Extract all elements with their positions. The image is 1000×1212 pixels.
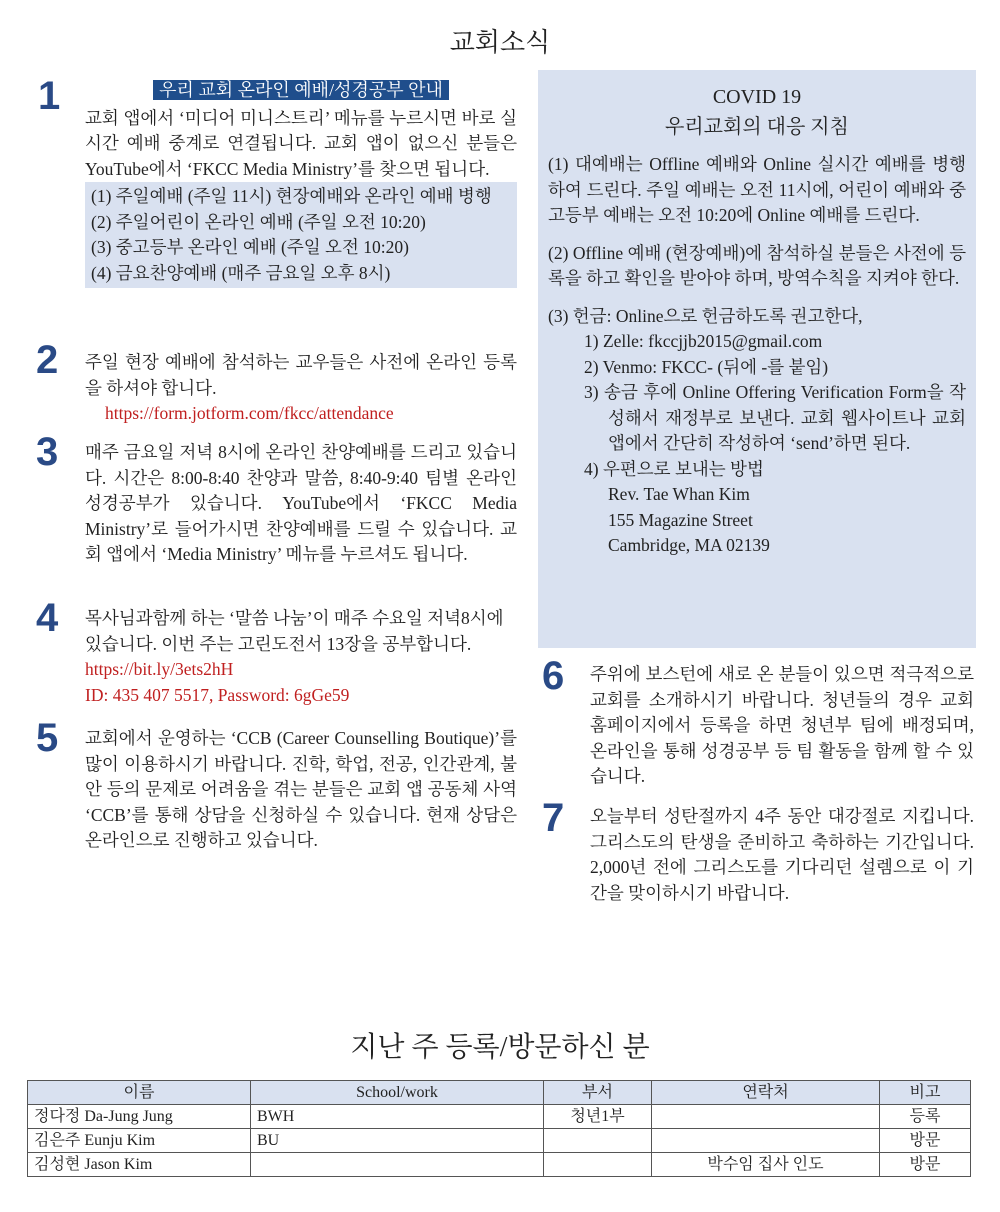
visitors-title: 지난 주 등록/방문하신 분 [350, 1032, 650, 1063]
list-item: (1) 주일예배 (주일 11시) 현장예배와 온라인 예배 병행 [91, 186, 492, 206]
section-body: 오늘부터 성탄절까지 4주 동안 대강절로 지킵니다. 그리스도의 탄생을 준비하고 축하하는 기간입니다. 2,000년 전에 그리스도를 기다리던 설렘으로 이 기간을 맞이하시기 바랍니다. [590, 806, 974, 903]
cell-school [251, 1153, 544, 1177]
covid-paragraph: (3) 헌금: Online으로 헌금하도록 권고한다, [548, 305, 863, 326]
section-number: 4 [36, 596, 59, 640]
section-body: 매주 금요일 저녁 8시에 온라인 찬양예배를 드리고 있습니다. 시간은 8:00-8:40 찬양과 말씀, 8:40-9:40 팀별 온라인 성경공부가 있습니다. YouTube에서 ‘FKCC Media Ministry’로 들어가시면 찬양예배를 드릴 수 있습니다. 교회 앱에서 ‘Media Ministry’ 메뉴를 누르셔도 됩니다. [85, 442, 517, 564]
table-row [28, 1129, 971, 1153]
cell-name: 김은주 Eunju Kim [28, 1129, 251, 1153]
table-row [28, 1153, 971, 1177]
list-item: (3) 중고등부 온라인 예배 (주일 오전 10:20) [91, 237, 409, 257]
section-heading: 우리 교회 온라인 예배/성경공부 안내 [153, 80, 449, 100]
venmo-info: 2) Venmo: FKCC- (뒤에 -를 붙임) [584, 356, 829, 377]
covid-guidelines-box [538, 70, 976, 648]
section-number: 7 [542, 796, 565, 840]
page-title: 교회소식 [449, 28, 551, 57]
list-item: (2) 주일어린이 온라인 예배 (주일 오전 10:20) [91, 211, 426, 232]
zoom-link[interactable]: https://bit.ly/3ets2hH [85, 659, 234, 679]
table-row [28, 1105, 971, 1129]
address-line: Cambridge, MA 02139 [608, 535, 770, 555]
covid-paragraph: (2) Offline 예배 (현장예배)에 참석하실 분들은 사전에 등록을 하고 확인을 받아야 하며, 방역수칙을 지켜야 한다. [548, 242, 966, 288]
section-body: 주일 현장 예배에 참석하는 교우들은 사전에 온라인 등록을 하셔야 합니다. [85, 352, 517, 398]
cell-name: 정다정 Da-Jung Jung [28, 1105, 251, 1129]
section-6 [590, 662, 974, 790]
cell-school: BU [251, 1129, 544, 1153]
mail-info: 4) 우편으로 보내는 방법 [584, 458, 764, 479]
covid-paragraph: (1) 대예배는 Offline 예배와 Online 실시간 예배를 병행하여 드린다. 주일 예배는 오전 11시에, 어린이 예배와 중고등부 예배는 오전 10:20에 Online 예배를 드린다. [548, 154, 966, 225]
cell-contact: 박수임 집사 인도 [652, 1153, 880, 1177]
cell-dept [544, 1153, 652, 1177]
table-header [28, 1081, 971, 1105]
offering-verification: 3) 송금 후에 Online Offering Verification Form을 작성해서 재정부로 보낸다. 교회 웹사이트나 교회 앱에서 간단히 작성하여 ‘send’하면 된다. [584, 382, 966, 453]
cell-name: 김성현 Jason Kim [28, 1153, 251, 1177]
section-body: 주위에 보스턴에 새로 온 분들이 있으면 적극적으로 교회를 소개하시기 바랍니다. 청년들의 경우 교회 홈페이지에서 등록을 하면 청년부 팀에 배정되며, 온라인을 통해 성경공부 등 팀 활동을 함께 할 수 있습니다. [590, 664, 974, 786]
section-body: 교회에서 운영하는 ‘CCB (Career Counselling Boutique)’를 많이 이용하시기 바랍니다. 진학, 학업, 전공, 인간관계, 불안 등의 문제로 어려움을 겪는 분들은 교회 앱 공동체 사역 ‘CCB’를 통해 상담을 신청하실 수 있습니다. 현재 상담은 온라인으로 진행하고 있습니다. [85, 728, 517, 850]
section-number: 5 [36, 716, 59, 760]
section-number: 3 [36, 430, 59, 474]
covid-title: COVID 19 [712, 86, 802, 108]
column-header: 부서 [544, 1081, 652, 1105]
section-body: 교회 앱에서 ‘미디어 미니스트리’ 메뉴를 누르시면 바로 실시간 예배 중계로 연결됩니다. 교회 앱이 없으신 분들은 YouTube에서 ‘FKCC Media Ministry’를 찾으면 됩니다. [85, 107, 517, 179]
section-2 [85, 350, 517, 427]
section-number: 2 [36, 338, 59, 382]
cell-note: 방문 [880, 1153, 971, 1177]
column-header: 연락처 [652, 1081, 880, 1105]
cell-note: 방문 [880, 1129, 971, 1153]
section-5 [85, 726, 517, 854]
section-4 [85, 606, 517, 708]
column-header: 이름 [28, 1081, 251, 1105]
section-1 [85, 78, 517, 288]
visitors-table [27, 1080, 971, 1177]
address-line: 155 Magazine Street [608, 509, 753, 530]
cell-school: BWH [251, 1105, 544, 1129]
list-item: (4) 금요찬양예배 (매주 금요일 오후 8시) [91, 262, 391, 283]
section-body: 목사님과함께 하는 ‘말씀 나눔’이 매주 수요일 저녁8시에 있습니다. 이번 주는 고린도전서 13장을 공부합니다. [85, 608, 504, 654]
section-7 [590, 804, 974, 906]
cell-contact [652, 1105, 880, 1129]
attendance-link[interactable]: https://form.jotform.com/fkcc/attendance [105, 403, 394, 423]
section-number: 1 [38, 74, 61, 118]
cell-dept [544, 1129, 652, 1153]
section-number: 6 [542, 654, 565, 698]
column-header: 비고 [880, 1081, 971, 1105]
cell-contact [652, 1129, 880, 1153]
zoom-credentials: ID: 435 407 5517, Password: 6gGe59 [85, 684, 350, 705]
cell-dept: 청년1부 [544, 1105, 652, 1129]
column-header: School/work [251, 1081, 544, 1105]
section-3 [85, 440, 517, 568]
covid-subtitle: 우리교회의 대응 지침 [665, 116, 849, 138]
address-line: Rev. Tae Whan Kim [608, 484, 750, 504]
zelle-info: 1) Zelle: fkccjjb2015@gmail.com [584, 331, 823, 351]
cell-note: 등록 [880, 1105, 971, 1129]
service-list [85, 182, 517, 288]
